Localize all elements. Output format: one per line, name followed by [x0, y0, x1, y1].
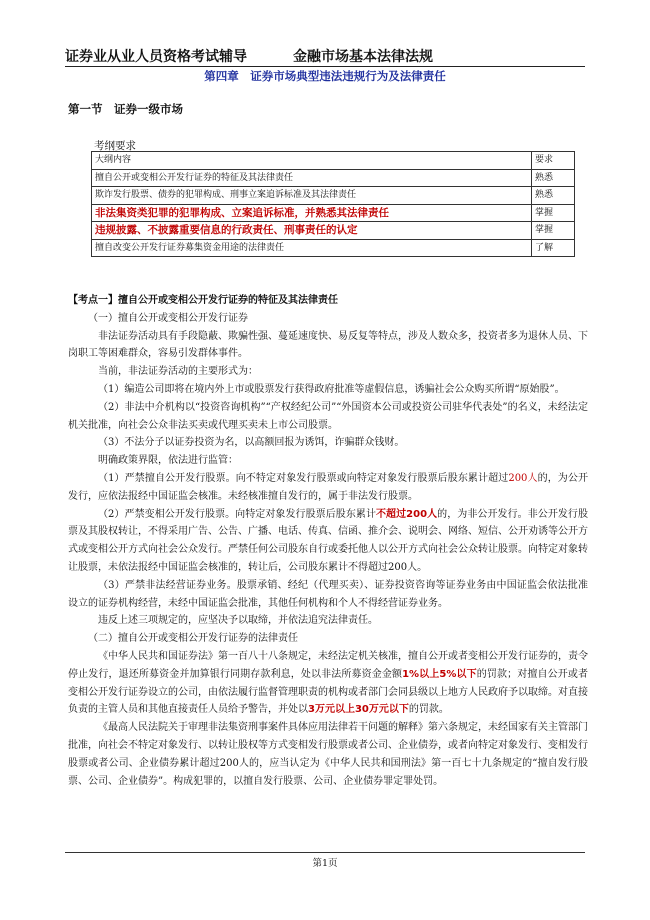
row-content: 擅自公开或变相公开发行证券的特征及其法律责任 — [92, 169, 532, 187]
paragraph: 当前，非法证券活动的主要形式为： — [98, 366, 258, 378]
chapter-title: 第四章 证券市场典型违法违规行为及法律责任 — [204, 69, 446, 83]
highlight-text: 1%以上5%以下 — [402, 668, 477, 680]
header-cell-content: 大纲内容 — [92, 152, 532, 170]
page-header — [65, 46, 585, 66]
paragraph — [68, 506, 588, 577]
row-content-highlighted: 违规披露、不披露重要信息的行政责任、刑事责任的认定 — [92, 222, 532, 240]
header-divider — [65, 66, 585, 67]
row-content-highlighted: 非法集资类犯罪的犯罪构成、立案追诉标准，并熟悉其法律责任 — [92, 204, 532, 222]
table-row — [92, 222, 575, 240]
paragraph: （3）不法分子以证券投资为名，以高额回报为诱饵，诈骗群众钱财。 — [98, 437, 405, 449]
table-row — [92, 169, 575, 187]
text-span: 的罚款；对擅自公开或者变相公开发行证券设立的公司，由依法履行监督管理职责的机构或者部门会同县级以上地方人民政府予以取缔。对直接负责的主管人员和其他直接责任人员给予警告，并处以 — [68, 668, 588, 716]
row-content: 欺诈发行股票、债券的犯罪构成、刑事立案追诉标准及其法律责任 — [92, 187, 532, 205]
text-span: （1）严禁擅自公开发行股票。向不特定对象发行股票或向特定对象发行股票后股东累计超过 — [98, 472, 509, 484]
paragraph: （1）编造公司即将在境内外上市或股票发行获得政府批准等虚假信息，诱骗社会公众购买所谓“原始股”。 — [98, 383, 565, 395]
syllabus-table — [91, 151, 575, 257]
row-level: 熟悉 — [532, 187, 575, 205]
footer-divider — [65, 852, 585, 853]
paragraph — [68, 648, 588, 719]
table-row — [92, 187, 575, 205]
highlight-text: 200人 — [508, 472, 538, 484]
body-text — [68, 292, 588, 790]
paragraph: 《最高人民法院关于审理非法集资刑事案件具体应用法律若干问题的解释》第六条规定，未经国家有关主管部门批准，向社会不特定对象发行、以转让股权等方式变相发行股票或者公司、企业债券，或者向特定对象发行、变相发行股票或者公司、企业债券累计超过200人的，应当认定为《中华人民共和国刑法》第一百七十九条规定的“擅自发行股票、公司、企业债券”。构成犯罪的，以擅自发行股票、公司、企业债券罪定罪处罚。 — [68, 722, 588, 787]
subsection-heading: （一）擅自公开或变相公开发行证券 — [88, 312, 248, 324]
paragraph — [68, 470, 588, 506]
text-span: 的，为公开发行，应依法报经中国证监会核准。未经核准擅自发行的，属于非法发行股票。 — [68, 472, 588, 502]
page-number: 第1页 — [312, 858, 338, 869]
paragraph: 非法证券活动具有手段隐蔽、欺骗性强、蔓延速度快、易反复等特点，涉及人数众多，投资者多为退休人员、下岗职工等困难群众，容易引发群体事件。 — [68, 330, 588, 360]
highlight-text: 不超过200人 — [376, 508, 438, 520]
text-span: （2）严禁变相公开发行股票。向特定对象发行股票后股东累计 — [98, 508, 376, 520]
row-level: 掌握 — [532, 204, 575, 222]
text-span: 《中华人民共和国证券法》第一百八十八条规定，未经法定机关核准，擅自公开或者变相公开发行证券的，责令停止发行，退还所募资金并加算银行同期存款利息，处以非法所募资金金额 — [68, 650, 588, 680]
row-level: 掌握 — [532, 222, 575, 240]
row-level: 了解 — [532, 239, 575, 257]
syllabus-label: 考纲要求 — [94, 140, 136, 152]
highlight-text: 3万元以上30万元以下 — [308, 704, 409, 716]
paragraph: 违反上述三项规定的，应坚决予以取缔，并依法追究法律责任。 — [98, 615, 378, 627]
row-content: 擅自改变公开发行证券募集资金用途的法律责任 — [92, 239, 532, 257]
paragraph: （2）非法中介机构以“投资咨询机构”“产权经纪公司”“外国资本公司或投资公司驻华代表处”的名义，未经法定机关批准，向社会公众非法买卖或代理买卖未上市公司股票。 — [68, 401, 588, 431]
row-level: 熟悉 — [532, 169, 575, 187]
table-row — [92, 204, 575, 222]
table-header-row — [92, 152, 575, 170]
text-span: 的，为非公开发行。非公开发行股票及其股权转让，不得采用广告、公告、广播、电话、传真、信函、推介会、说明会、网络、短信、公开劝诱等公开方式或变相公开方式向社会公众发行。严禁任何公司股东自行或委托他人以公开方式向社会公众转让股票。向特定对象转让股票，未依法报经中国证监会核准的，转让后，公司股东累计不得超过200人。 — [68, 508, 588, 573]
header-left-title: 证券业从业人员资格考试辅导 — [65, 49, 247, 65]
text-span: 的罚款。 — [408, 704, 449, 716]
table-row — [92, 239, 575, 257]
paragraph: （3）严禁非法经营证券业务。股票承销、经纪（代理买卖）、证券投资咨询等证券业务由中国证监会依法批准设立的证券机构经营，未经中国证监会批准，其他任何机构和个人不得经营证券业务。 — [68, 579, 588, 609]
subsection-heading: （二）擅自公开或变相公开发行证券的法律责任 — [88, 633, 298, 645]
section-title: 第一节 证券一级市场 — [68, 102, 183, 116]
paragraph: 明确政策界限，依法进行监管： — [98, 455, 238, 467]
header-right-title: 金融市场基本法律法规 — [293, 49, 433, 65]
header-cell-level: 要求 — [532, 152, 575, 170]
key-point-title: 【考点一】擅自公开或变相公开发行证券的特征及其法律责任 — [68, 295, 338, 306]
